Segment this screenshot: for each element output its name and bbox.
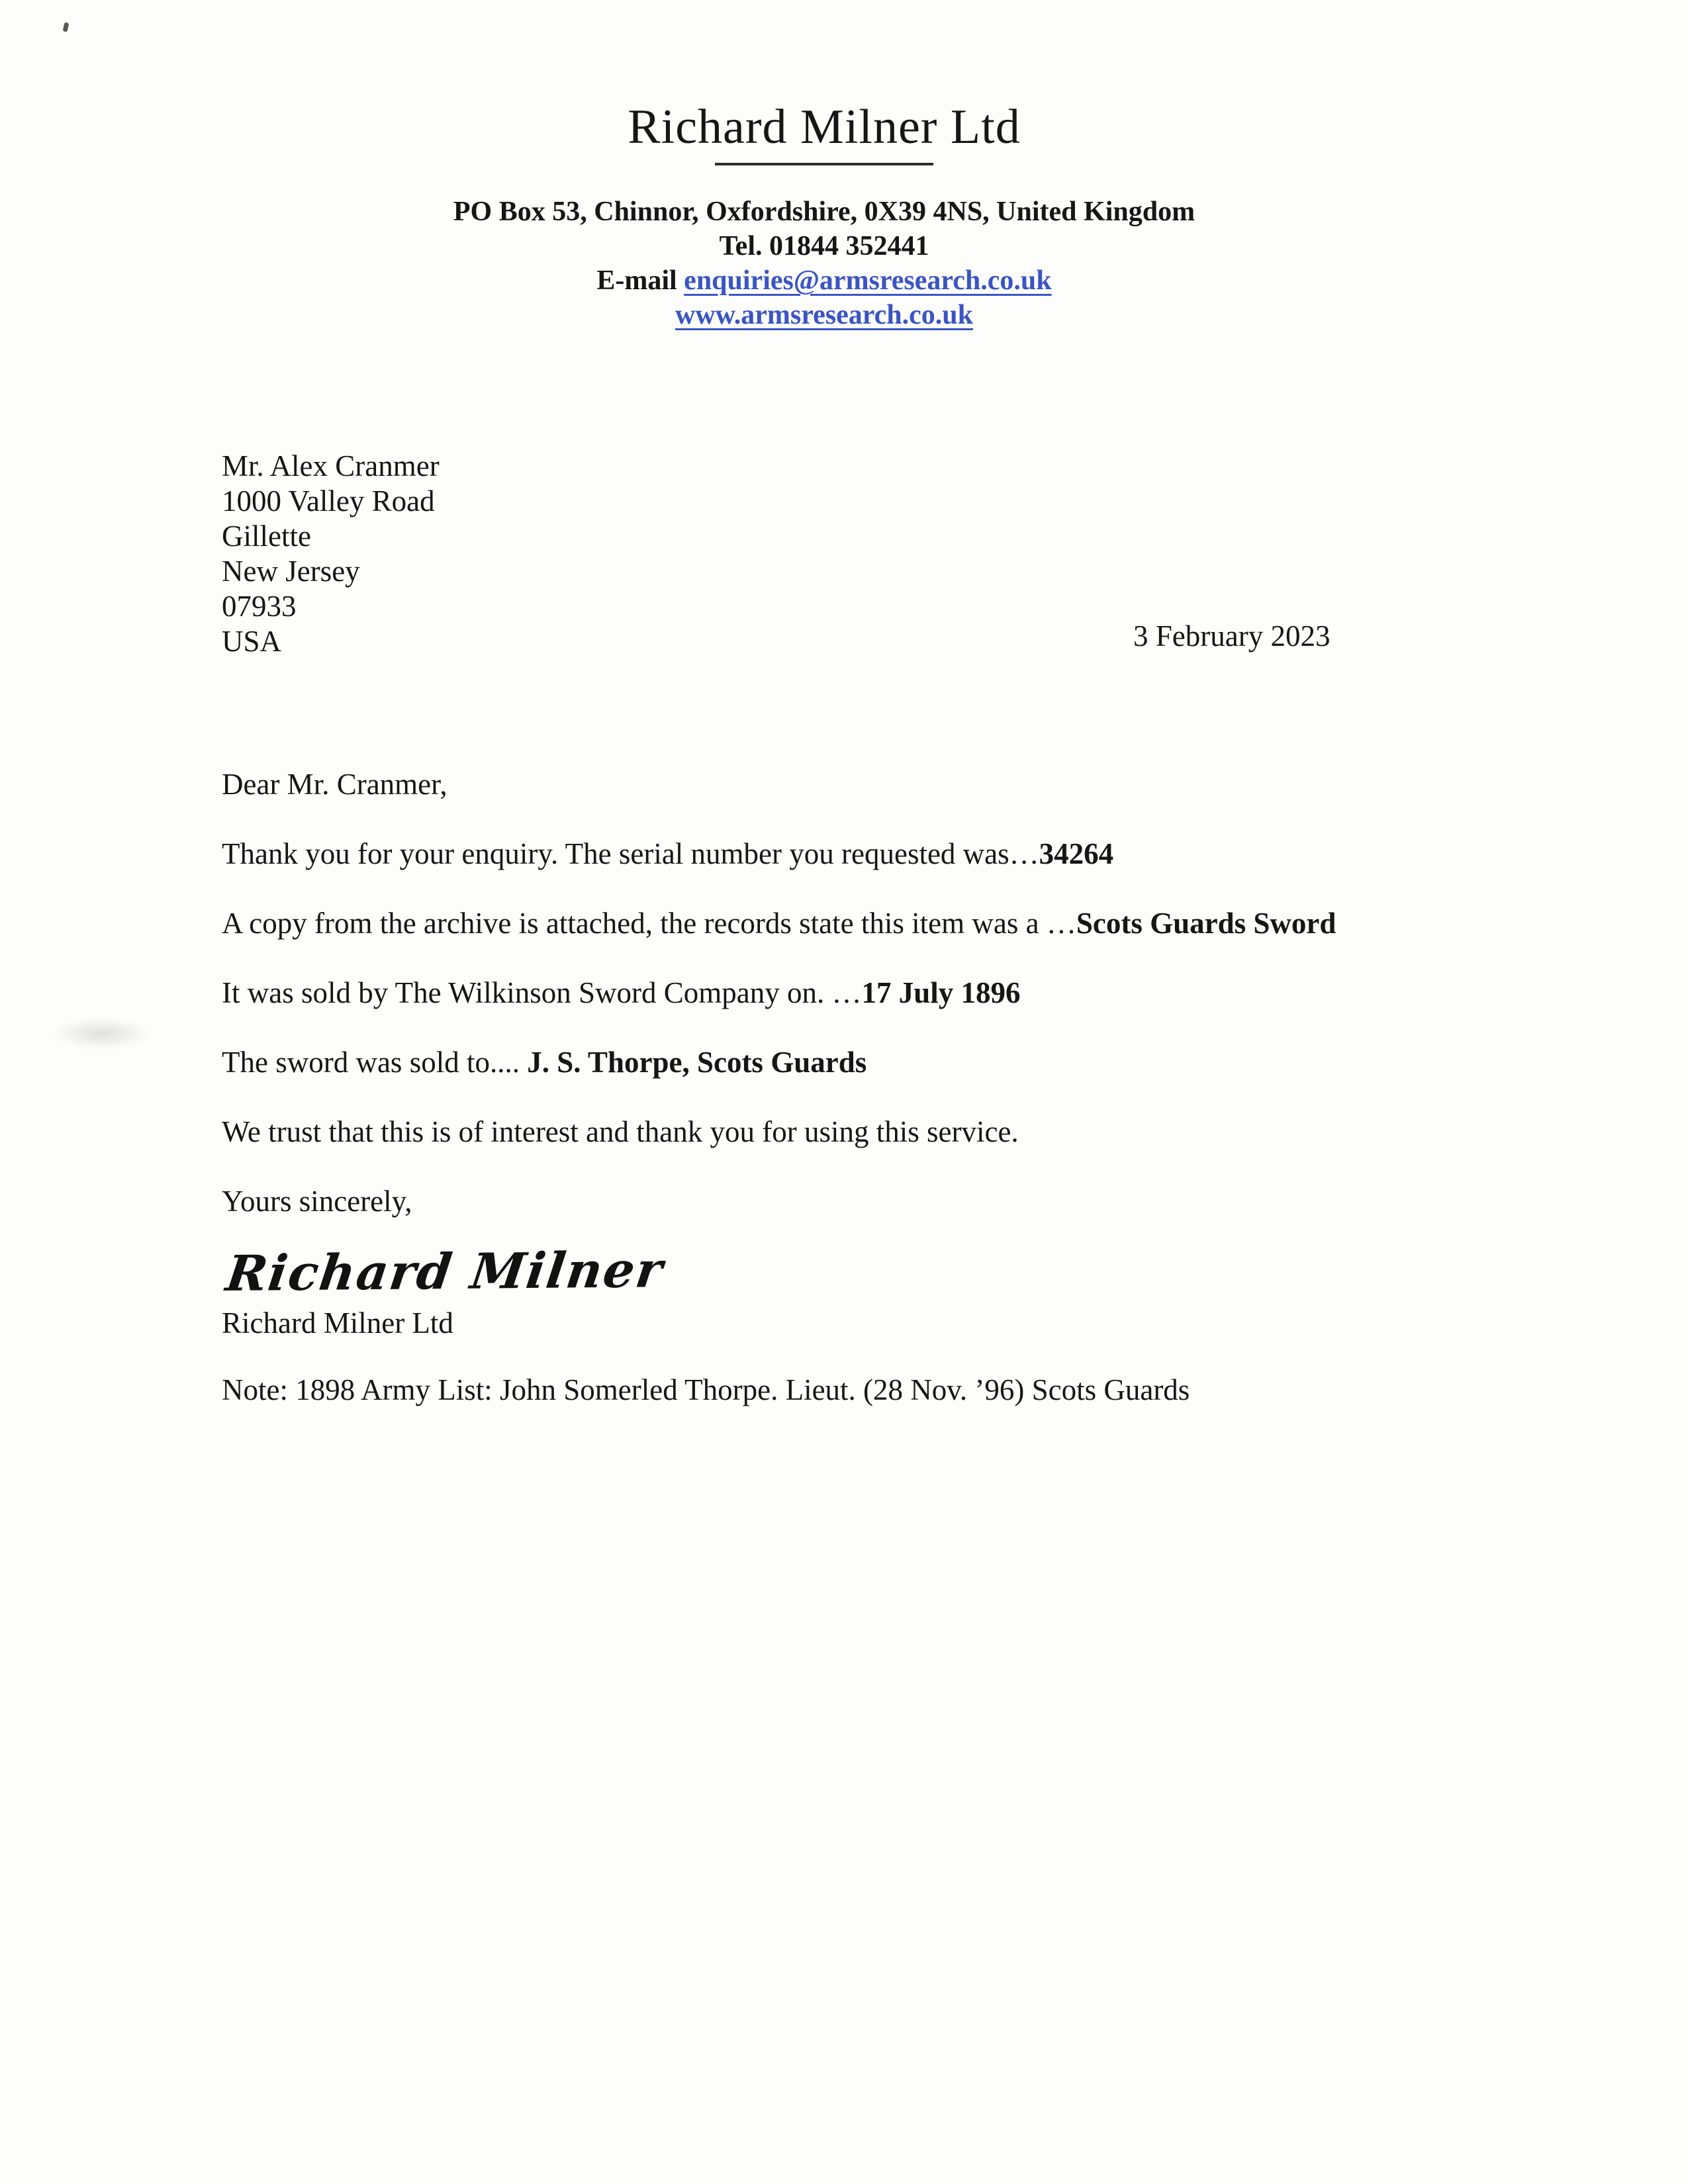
email-link[interactable]: enquiries@armsresearch.co.uk (684, 265, 1052, 296)
note-line: Note: 1898 Army List: John Somerled Thorpe. Lieut. (28 Nov. ’96) Scots Guards (222, 1373, 1190, 1406)
paragraph-thanks (222, 1117, 1433, 1147)
paragraph-item (222, 909, 1433, 938)
paragraph-sold-to (222, 1048, 1433, 1077)
recipient-street: 1000 Valley Road (222, 484, 435, 518)
recipient-zip: 07933 (222, 590, 297, 623)
letter-body (222, 770, 1433, 1445)
sold-date: 17 July 1896 (861, 976, 1021, 1009)
letterhead (0, 101, 1648, 332)
website-link[interactable]: www.armsresearch.co.uk (675, 300, 973, 330)
signatory-name: Richard Milner Ltd (222, 1306, 453, 1340)
letter-date: 3 February 2023 (1133, 619, 1331, 653)
buyer-name: J. S. Thorpe, Scots Guards (527, 1046, 867, 1079)
scan-artifact-smudge (52, 1018, 151, 1050)
closing: Yours sincerely, (222, 1185, 412, 1218)
serial-number: 34264 (1039, 837, 1114, 870)
email-label: E-mail (596, 265, 684, 296)
paragraph-sold-date (222, 978, 1433, 1008)
paragraph-thanks-text: We trust that this is of interest and thank you for using this service. (222, 1115, 1019, 1148)
recipient-name: Mr. Alex Cranmer (222, 449, 440, 482)
paragraph-sold-date-text: It was sold by The Wilkinson Sword Company on. … (222, 976, 862, 1009)
recipient-state: New Jersey (222, 555, 360, 588)
letterhead-address: PO Box 53, Chinnor, Oxfordshire, 0X39 4NS, United Kingdom (453, 197, 1196, 227)
paragraph-item-text: A copy from the archive is attached, the records state this item was a … (222, 907, 1076, 940)
letterhead-website-line (0, 298, 1648, 332)
scan-artifact-speck (63, 22, 70, 32)
item-description: Scots Guards Sword (1076, 907, 1336, 940)
paragraph-serial (222, 839, 1433, 869)
signature: Richard Milner (222, 1242, 667, 1302)
recipient-country: USA (222, 625, 282, 658)
recipient-city: Gillette (222, 520, 311, 553)
salutation: Dear Mr. Cranmer, (222, 768, 447, 801)
letterhead-phone: Tel. 01844 352441 (719, 231, 929, 261)
recipient-address (222, 449, 440, 659)
letterhead-divider (715, 163, 933, 165)
paragraph-serial-text: Thank you for your enquiry. The serial number you requested was… (222, 837, 1039, 870)
letterhead-email-line (0, 263, 1648, 298)
paragraph-sold-to-text: The sword was sold to.... (222, 1046, 528, 1079)
company-name: Richard Milner Ltd (628, 100, 1021, 154)
